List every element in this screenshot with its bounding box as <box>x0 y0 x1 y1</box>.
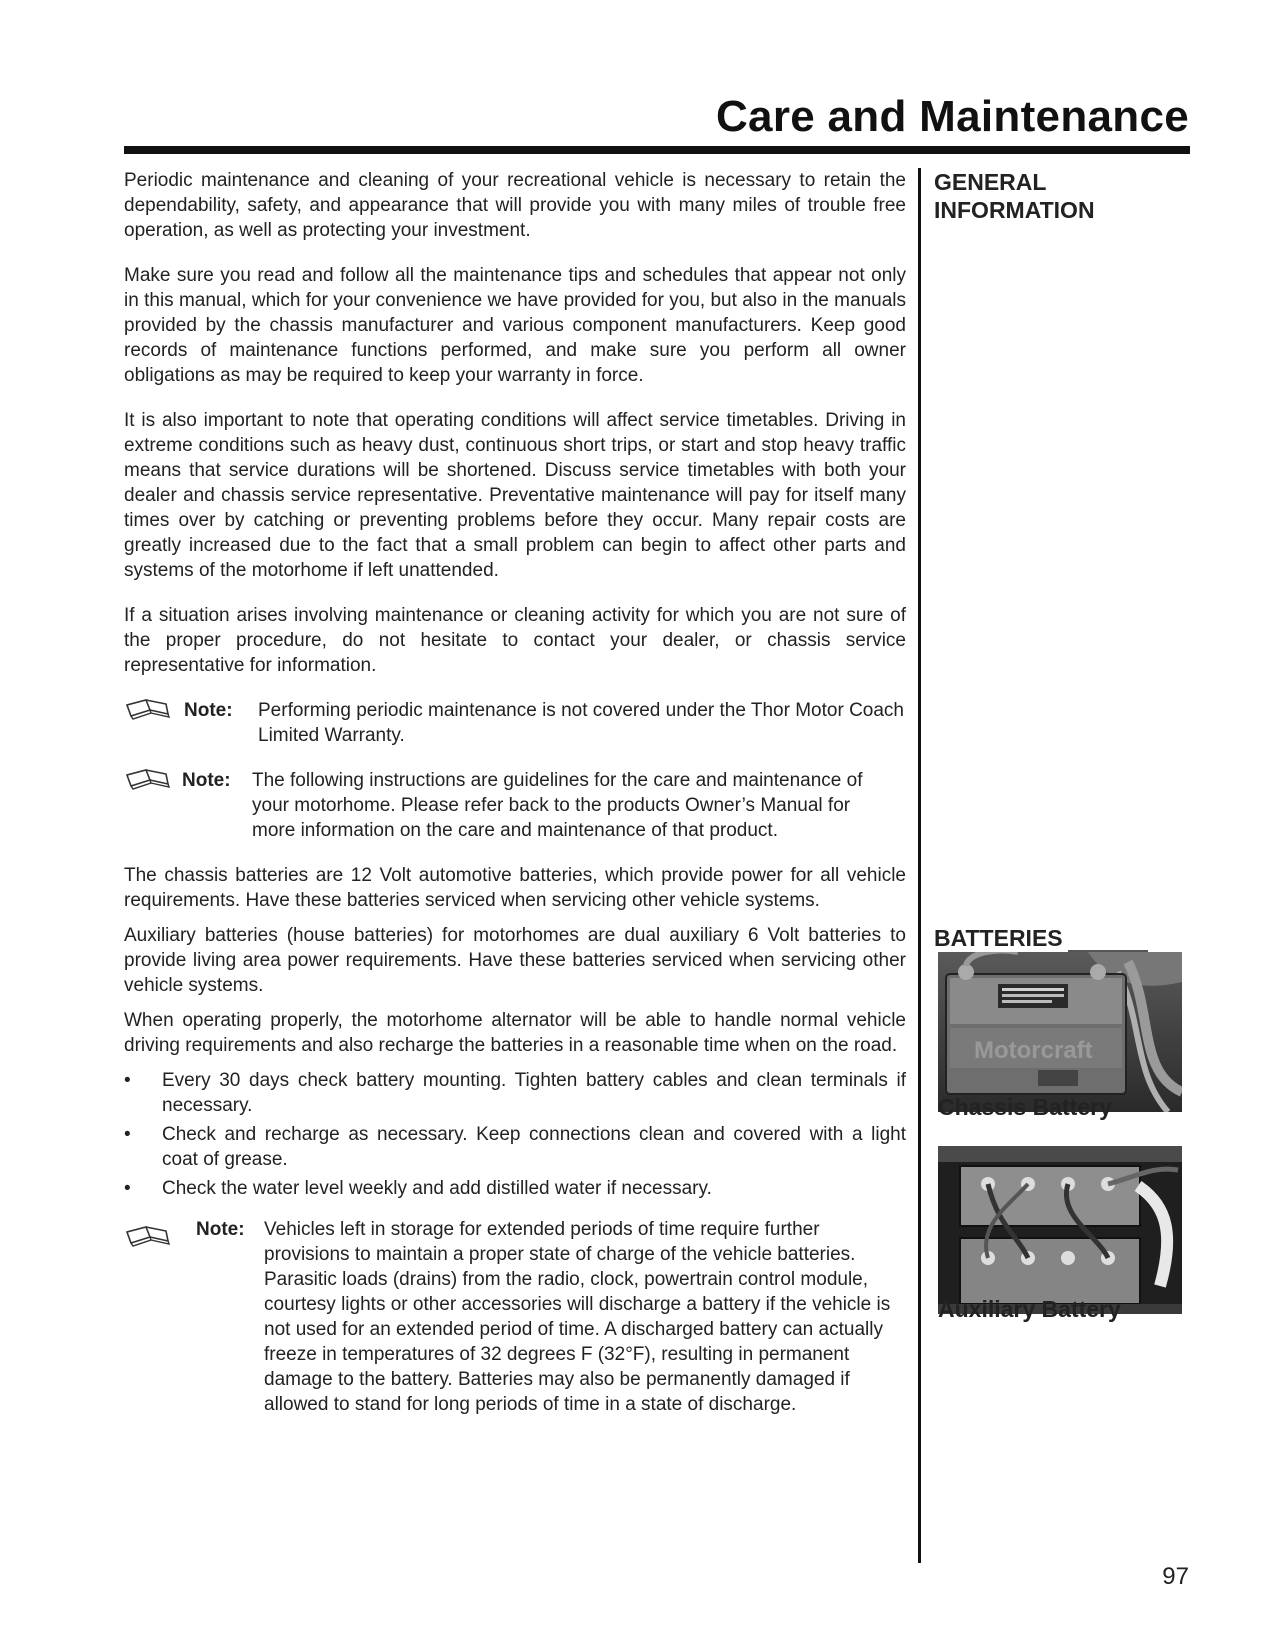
column-divider <box>918 168 921 1563</box>
note-storage <box>124 1217 906 1417</box>
list-item: • Check the water level weekly and add distilled water if necessary. <box>124 1176 906 1201</box>
note-text: Vehicles left in storage for extended periods of time require further provisions to maintain a proper state of charge of the vehicle batteries. Parasitic loads (drains) from the radio, clock, powertrain control module, courtesy lights or other accessories will discharge a battery if the vehicle is not used for an extended period of time. A discharged battery can actually freeze in temperatures of 32 degrees F (32°F), resulting in permanent damage to the battery. Batteries may also be permanently damaged if allowed to stand for long periods of time in a state of discharge. <box>264 1219 891 1415</box>
sidebar-heading-batteries: BATTERIES <box>934 925 1063 951</box>
book-icon <box>124 1223 172 1249</box>
batteries-paragraph: The chassis batteries are 12 Volt automotive batteries, which provide power for all vehicle requirements. Have these batteries serviced when servicing other vehicle systems. <box>124 865 906 911</box>
sidebar-heading-general: GENERAL INFORMATION <box>934 169 1095 223</box>
page-number: 97 <box>1162 1563 1189 1590</box>
note-text: Performing periodic maintenance is not covered under the Thor Motor Coach Limited Warranty. <box>258 700 904 746</box>
general-paragraph: If a situation arises involving maintenance or cleaning activity for which you are not sure of the proper procedure, do not hesitate to contact your dealer, or chassis service representative for information. <box>124 605 906 676</box>
chassis-battery-photo <box>938 952 1182 1112</box>
note-label: Note: <box>196 1219 245 1240</box>
note-label: Note: <box>184 700 233 721</box>
note-label: Note: <box>182 770 231 791</box>
auxiliary-battery-image <box>938 1146 1182 1314</box>
battery-brand-text: Motorcraft <box>974 1037 1093 1064</box>
note-warranty <box>124 698 906 748</box>
page-title: Care and Maintenance <box>715 92 1189 141</box>
note-text: The following instructions are guidelines for the care and maintenance of your motorhome. Please refer back to the products Owner’s Manual for more information on the care and maintenance of that product. <box>252 770 863 841</box>
book-icon <box>124 766 172 792</box>
list-item: • Every 30 days check battery mounting. Tighten battery cables and clean terminals if necessary. <box>124 1068 906 1118</box>
general-paragraph: It is also important to note that operating conditions will affect service timetables. Driving in extreme conditions such as heavy dust, continuous short trips, or start and stop heavy traffic means that service durations will be shortened. Discuss service timetables with both your dealer and chassis service representative. Preventative maintenance will pay for itself many times over by catching or preventing problems before they occur. Many repair costs are greatly increased due to the fact that a small problem can begin to affect other parts and systems of the motorhome if left unattended. <box>124 410 906 581</box>
note-guidelines <box>124 768 906 843</box>
batteries-paragraph: Auxiliary batteries (house batteries) for motorhomes are dual auxiliary 6 Volt batteries to provide living area power requirements. Have these batteries serviced when servicing other vehicle systems. <box>124 925 906 996</box>
battery-checklist <box>124 1068 906 1201</box>
title-rule <box>124 146 1190 154</box>
chassis-battery-caption: Chassis Battery <box>938 1094 1112 1120</box>
auxiliary-battery-photo <box>938 1146 1182 1314</box>
main-column <box>124 168 906 1437</box>
list-item: • Check and recharge as necessary. Keep connections clean and covered with a light coat of grease. <box>124 1122 906 1172</box>
batteries-paragraph: When operating properly, the motorhome alternator will be able to handle normal vehicle driving requirements and also recharge the batteries in a reasonable time when on the road. <box>124 1010 906 1056</box>
general-paragraph: Periodic maintenance and cleaning of your recreational vehicle is necessary to retain the dependability, safety, and appearance that will provide you with many miles of trouble free operation, as well as protecting your investment. <box>124 170 906 241</box>
book-icon <box>124 696 172 722</box>
chassis-battery-image <box>938 952 1182 1112</box>
general-paragraph: Make sure you read and follow all the maintenance tips and schedules that appear not only in this manual, which for your convenience we have provided for you, but also in the manuals provided by the chassis manufacturer and various component manufacturers. Keep good records of maintenance functions performed, and make sure you perform all owner obligations as may be required to keep your warranty in force. <box>124 265 906 386</box>
auxiliary-battery-caption: Auxiliary Battery <box>938 1296 1121 1322</box>
